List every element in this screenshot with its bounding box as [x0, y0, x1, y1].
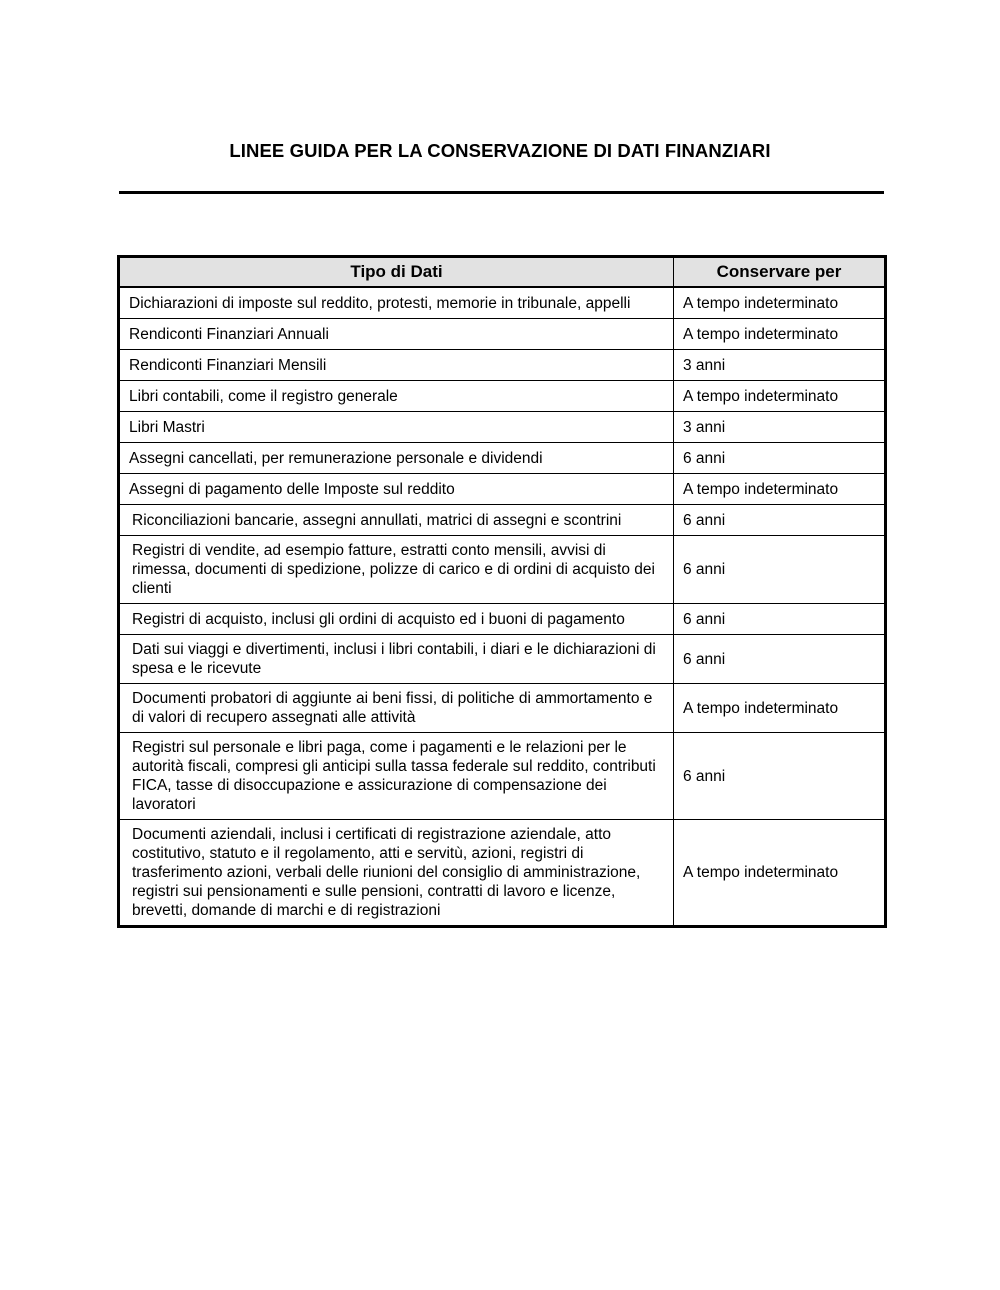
- cell-tipo: Registri di vendite, ad esempio fatture, estratti conto mensili, avvisi di rimessa, documenti di spedizione, polizze di carico e di ordini di acquisto dei clienti: [119, 536, 674, 604]
- cell-conservare: A tempo indeterminato: [674, 474, 886, 505]
- table-row: [119, 635, 886, 684]
- table-row: [119, 733, 886, 820]
- table-row: [119, 604, 886, 635]
- cell-tipo: Assegni di pagamento delle Imposte sul reddito: [119, 474, 674, 505]
- table-row: [119, 684, 886, 733]
- cell-tipo: Rendiconti Finanziari Annuali: [119, 319, 674, 350]
- cell-tipo: Libri Mastri: [119, 412, 674, 443]
- cell-tipo: Registri di acquisto, inclusi gli ordini di acquisto ed i buoni di pagamento: [119, 604, 674, 635]
- cell-conservare: 3 anni: [674, 350, 886, 381]
- table-row: [119, 381, 886, 412]
- cell-tipo: Dati sui viaggi e divertimenti, inclusi i libri contabili, i diari e le dichiarazioni di spesa e le ricevute: [119, 635, 674, 684]
- table-row: [119, 443, 886, 474]
- title-divider: [119, 191, 884, 194]
- retention-table: [117, 255, 887, 928]
- cell-tipo: Assegni cancellati, per remunerazione personale e dividendi: [119, 443, 674, 474]
- cell-conservare: 6 anni: [674, 733, 886, 820]
- cell-tipo: Libri contabili, come il registro generale: [119, 381, 674, 412]
- cell-conservare: 6 anni: [674, 604, 886, 635]
- cell-tipo: Riconciliazioni bancarie, assegni annullati, matrici di assegni e scontrini: [119, 505, 674, 536]
- cell-conservare: 3 anni: [674, 412, 886, 443]
- table-row: [119, 536, 886, 604]
- cell-tipo: Documenti aziendali, inclusi i certificati di registrazione aziendale, atto costitutivo, statuto e il regolamento, atti e servitù, azioni, registri di trasferimento azioni, verbali delle riunioni del consiglio di amministrazione, registri sui pensionamenti e sulle pensioni, contratti di lavoro e licenze, brevetti, domande di marchi e di registrazioni: [119, 820, 674, 927]
- page-title: LINEE GUIDA PER LA CONSERVAZIONE DI DATI FINANZIARI: [229, 140, 771, 161]
- cell-conservare: 6 anni: [674, 443, 886, 474]
- cell-tipo: Dichiarazioni di imposte sul reddito, protesti, memorie in tribunale, appelli: [119, 287, 674, 319]
- cell-tipo: Rendiconti Finanziari Mensili: [119, 350, 674, 381]
- column-header-conservare: Conservare per: [674, 257, 886, 288]
- table-row: [119, 820, 886, 927]
- table-row: [119, 350, 886, 381]
- cell-conservare: 6 anni: [674, 536, 886, 604]
- table-row: [119, 505, 886, 536]
- cell-conservare: A tempo indeterminato: [674, 287, 886, 319]
- cell-tipo: Registri sul personale e libri paga, come i pagamenti e le relazioni per le autorità fiscali, compresi gli anticipi sulla tassa federale sul reddito, contributi FICA, tasse di disoccupazione e assicurazione di compensazione dei lavoratori: [119, 733, 674, 820]
- table-row: [119, 287, 886, 319]
- cell-conservare: A tempo indeterminato: [674, 319, 886, 350]
- cell-conservare: A tempo indeterminato: [674, 381, 886, 412]
- cell-conservare: A tempo indeterminato: [674, 684, 886, 733]
- table-row: [119, 319, 886, 350]
- retention-table-container: [117, 255, 884, 928]
- cell-conservare: 6 anni: [674, 505, 886, 536]
- table-row: [119, 412, 886, 443]
- column-header-tipo: Tipo di Dati: [119, 257, 674, 288]
- cell-tipo: Documenti probatori di aggiunte ai beni fissi, di politiche di ammortamento e di valori di recupero assegnati alle attività: [119, 684, 674, 733]
- table-row: [119, 474, 886, 505]
- cell-conservare: A tempo indeterminato: [674, 820, 886, 927]
- cell-conservare: 6 anni: [674, 635, 886, 684]
- table-header-row: [119, 257, 886, 288]
